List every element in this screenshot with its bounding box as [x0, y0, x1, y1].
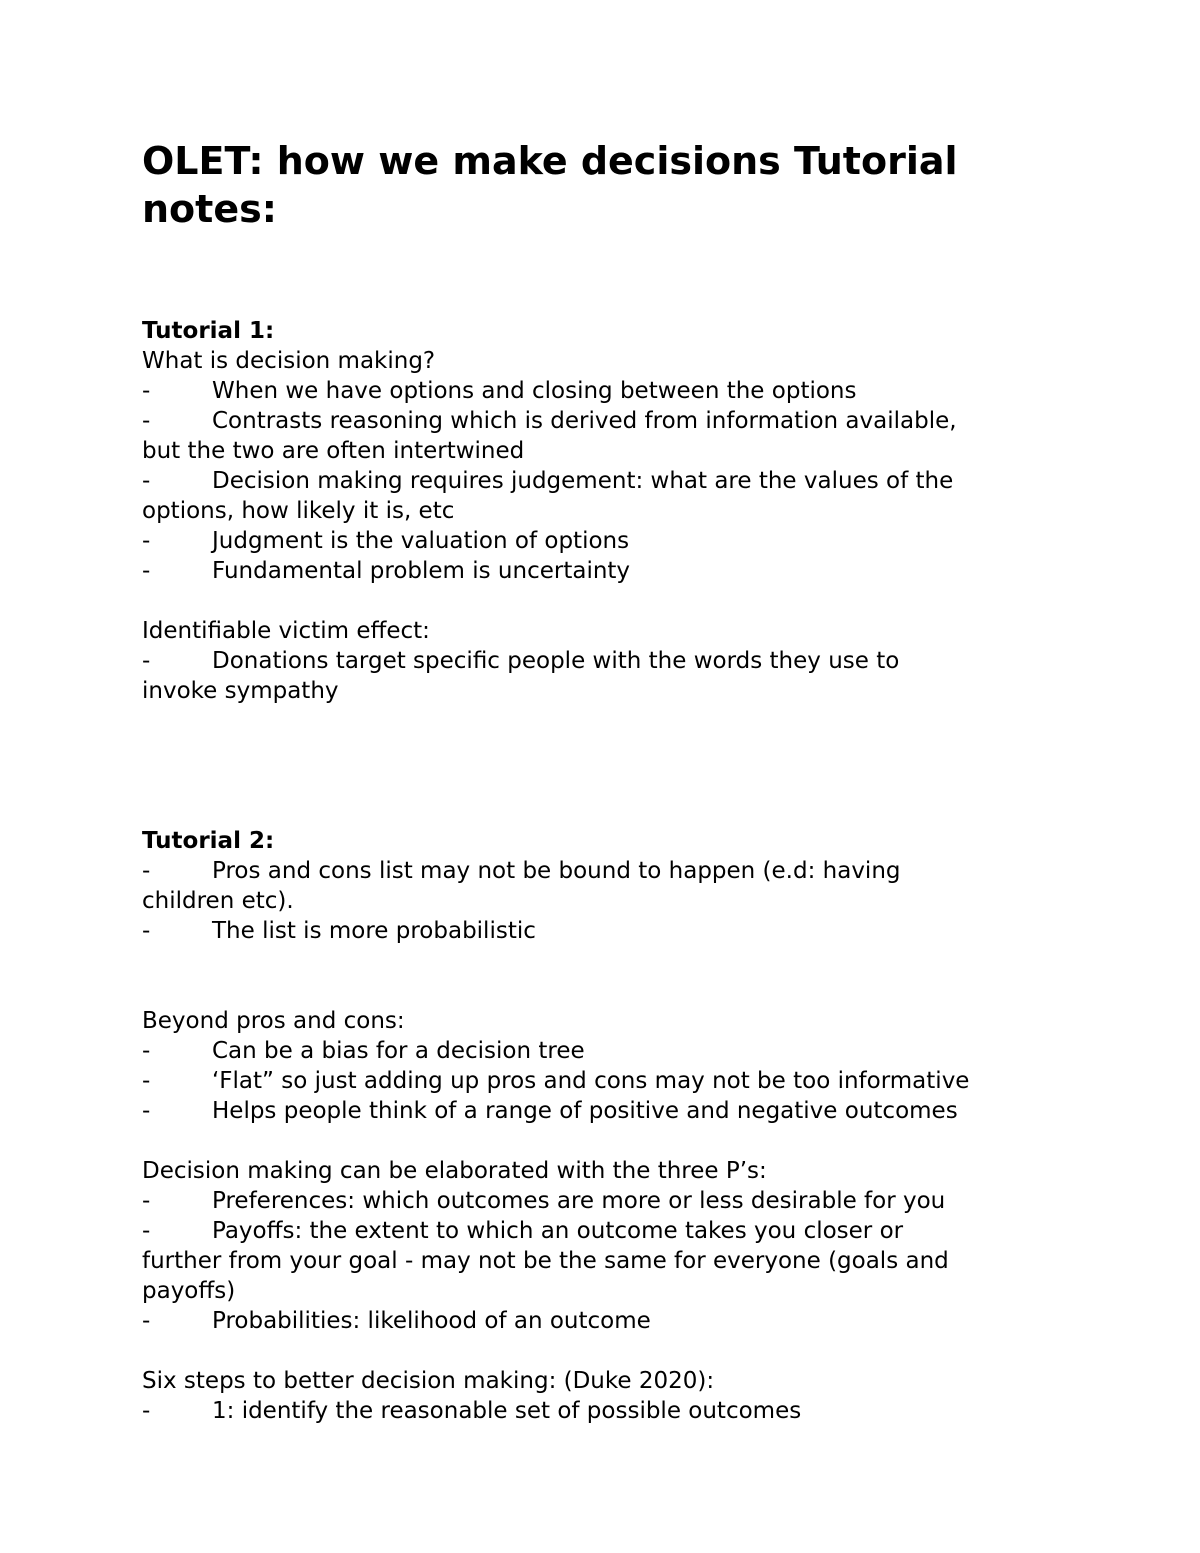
victim-effect-heading: Identifiable victim effect: — [142, 618, 430, 644]
list-item: - When we have options and closing between the options — [142, 378, 857, 404]
list-item: - ‘Flat” so just adding up pros and cons may not be too informative — [142, 1068, 970, 1094]
list-item: - Preferences: which outcomes are more or less desirable for you — [142, 1188, 946, 1214]
list-item-continuation: invoke sympathy — [142, 678, 339, 704]
list-item: - Payoffs: the extent to which an outcome takes you closer or — [142, 1218, 904, 1244]
dash: - — [142, 408, 151, 434]
list-item: - Judgment is the valuation of options — [142, 528, 630, 554]
document-title: OLET: how we make decisions Tutorial notes: — [142, 139, 958, 231]
dash: - — [142, 1398, 151, 1424]
tutorial-1-question: What is decision making? — [142, 348, 436, 374]
list-item: - Decision making requires judgement: what are the values of the — [142, 468, 954, 494]
dash: - — [142, 1068, 151, 1094]
list-item-continuation: children etc). — [142, 888, 294, 914]
list-item-continuation: but the two are often intertwined — [142, 438, 525, 464]
list-item: - Probabilities: likelihood of an outcome — [142, 1308, 651, 1334]
dash: - — [142, 1308, 151, 1334]
beyond-pros-cons-heading: Beyond pros and cons: — [142, 1008, 405, 1034]
dash: - — [142, 1098, 151, 1124]
list-item-continuation: payoffs) — [142, 1278, 236, 1304]
list-item-continuation: further from your goal - may not be the same for everyone (goals and — [142, 1248, 949, 1274]
list-item: - Contrasts reasoning which is derived from information available, — [142, 408, 957, 434]
list-item-continuation: options, how likely it is, etc — [142, 498, 455, 524]
dash: - — [142, 918, 151, 944]
list-item: - The list is more probabilistic — [142, 918, 536, 944]
list-item: - Donations target specific people with the words they use to — [142, 648, 900, 674]
dash: - — [142, 528, 151, 554]
six-steps-heading: Six steps to better decision making: (Duke 2020): — [142, 1368, 715, 1394]
list-item: - 1: identify the reasonable set of possible outcomes — [142, 1398, 802, 1424]
dash: - — [142, 558, 151, 584]
tutorial-1-heading: Tutorial 1: — [142, 318, 275, 344]
list-item: - Can be a bias for a decision tree — [142, 1038, 585, 1064]
dash: - — [142, 1038, 151, 1064]
three-ps-heading: Decision making can be elaborated with the three P’s: — [142, 1158, 767, 1184]
document-page — [142, 137, 1062, 1426]
list-item: - Helps people think of a range of positive and negative outcomes — [142, 1098, 958, 1124]
list-item: - Fundamental problem is uncertainty — [142, 558, 631, 584]
dash: - — [142, 378, 151, 404]
tutorial-1-bullet-list — [142, 376, 1062, 586]
dash: - — [142, 468, 151, 494]
dash: - — [142, 1218, 151, 1244]
tutorial-2-heading: Tutorial 2: — [142, 828, 275, 854]
dash: - — [142, 1188, 151, 1214]
dash: - — [142, 648, 151, 674]
dash: - — [142, 858, 151, 884]
list-item: - Pros and cons list may not be bound to happen (e.d: having — [142, 858, 901, 884]
